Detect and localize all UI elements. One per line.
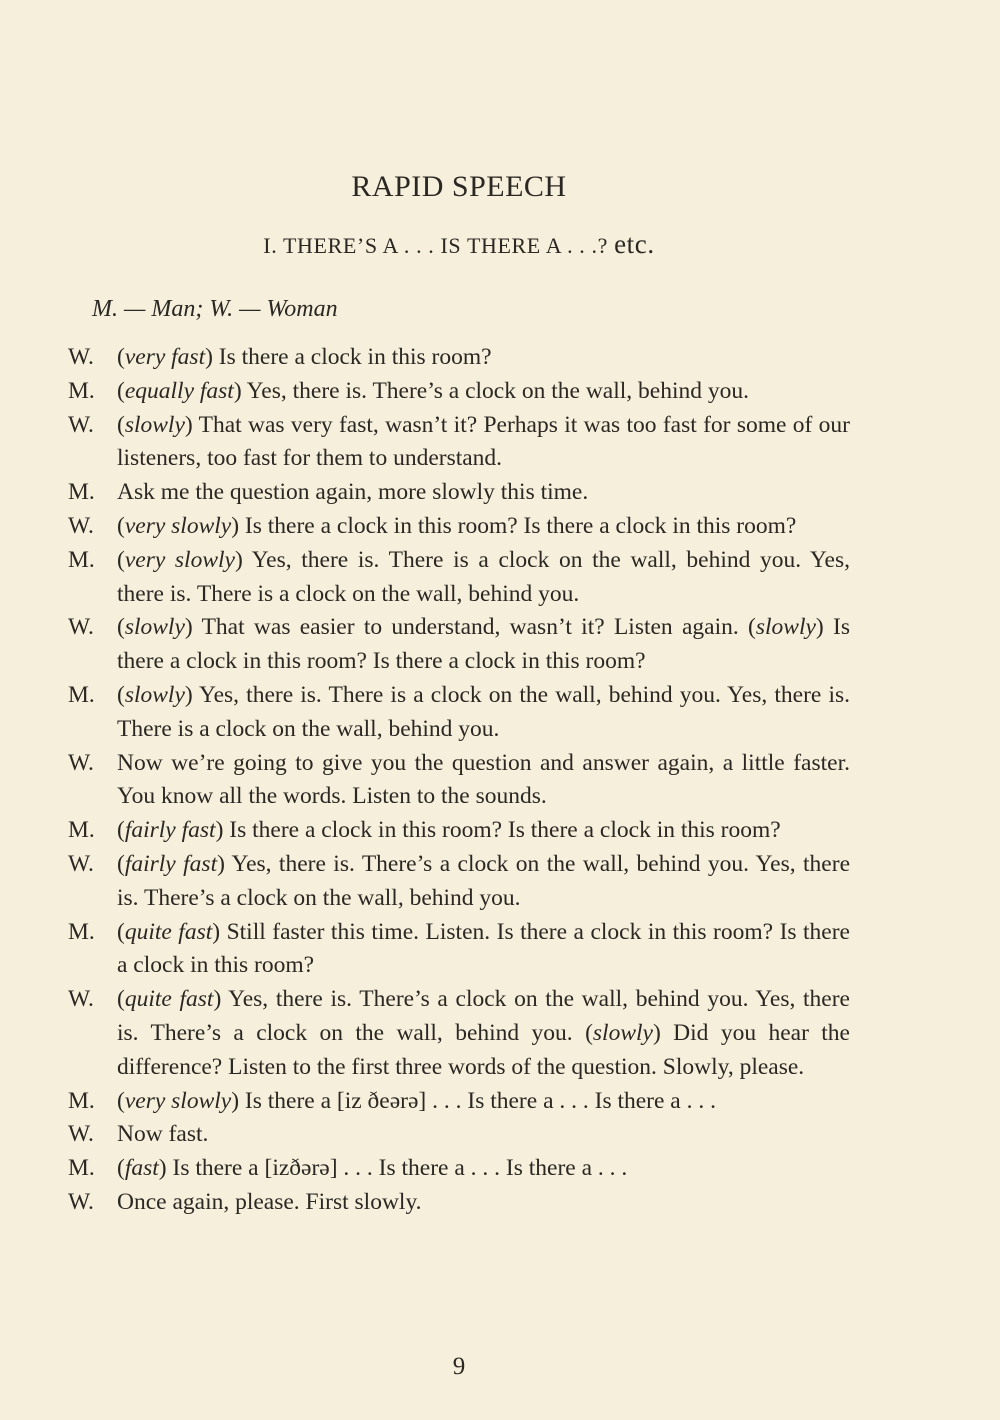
stage-direction: fast (124, 1155, 159, 1182)
stage-direction: very slowly (124, 512, 232, 539)
dialogue-line (68, 983, 850, 1084)
dialogue-text: (very fast) Is there a clock in this room? (117, 344, 492, 370)
spoken-text: That was very fast, wasn’t it? Perhaps it was too fast for some of our listeners, too fast for them to understand. (117, 411, 850, 472)
dialogue-line (68, 1186, 850, 1220)
dialogue-text: (fairly fast) Is there a clock in this room? Is there a clock in this room? (117, 817, 781, 844)
stage-direction: equally fast (124, 377, 234, 404)
dialogue-text: (fairly fast) Yes, there is. There’s a clock on the wall, behind you. Yes, there is. There’s a clock on the wall, behind you. (117, 850, 850, 911)
spoken-text: Is there a clock in this room? Is there a clock in this room? (117, 614, 851, 675)
spoken-text: Ask me the question again, more slowly this time. (117, 479, 589, 506)
dialogue-text (117, 1186, 850, 1220)
stage-direction: slowly (124, 411, 185, 438)
spoken-text: Now we’re going to give you the question and answer again, a little faster. You know all the words. Listen to the sounds. (117, 749, 850, 810)
dialogue-line (68, 544, 850, 612)
spoken-text: Yes, there is. There is a clock on the wall, behind you. Yes, there is. There is a clock on the wall, behind you. (117, 546, 850, 607)
spoken-text: Is there a [izðərə] . . . Is there a . . . Is there a . . . (166, 1155, 628, 1182)
speaker-label: W. (68, 1188, 94, 1215)
dialogue-text: (very slowly) Is there a [iz ðeərə] . . . Is there a . . . Is there a . . . (117, 1087, 716, 1114)
spoken-text: Is there a clock in this room? Is there a clock in this room? (239, 512, 797, 539)
page-title: RAPID SPEECH (351, 170, 567, 203)
speaker-label: M. (68, 479, 95, 506)
speaker-label: M. (68, 681, 95, 708)
stage-direction: slowly (755, 614, 816, 641)
spoken-text: Yes, there is. There’s a clock on the wall, behind you. Yes, there is. There’s a clock on the wall, behind you. (117, 986, 850, 1046)
stage-direction: fairly fast (124, 850, 218, 877)
dialogue-line (68, 1152, 850, 1186)
page-number: 9 (452, 1353, 466, 1380)
dialogue-line (68, 409, 850, 477)
speaker-label: W. (68, 512, 94, 539)
dialogue (68, 341, 850, 1220)
speaker-label: M. (68, 546, 95, 573)
dialogue-line (68, 848, 850, 916)
dialogue-text (117, 476, 850, 510)
spoken-text: Is there a clock in this room? Is there a clock in this room? (223, 817, 781, 844)
speaker-label: W. (68, 614, 94, 641)
stage-direction: very slowly (124, 1087, 232, 1114)
dialogue-text: (quite fast) Still faster this time. Listen. Is there a clock in this room? Is there a clock in this room? (117, 918, 850, 979)
stage-direction: slowly (592, 1019, 653, 1046)
spoken-text: Yes, there is. There’s a clock on the wall, behind you. Yes, there is. There’s a clock on the wall, behind you. (117, 850, 850, 911)
speaker-label: W. (68, 1121, 94, 1148)
subtitle-main: I. THERE’S A . . . IS THERE A . . .? (263, 233, 608, 258)
dialogue-text: (quite fast) Yes, there is. There’s a clock on the wall, behind you. Yes, there is. There’s a clock on the wall, behind you. (slowly) Did you hear the difference? Listen to the first three words of the question. Slowly, please. (117, 986, 850, 1080)
dialogue-text: (fast) Is there a [izðərə] . . . Is there a . . . Is there a . . . (117, 1155, 628, 1182)
stage-direction: fairly fast (124, 817, 216, 844)
spoken-text: Once again, please. First slowly. (117, 1188, 422, 1215)
spoken-text: Did you hear the difference? Listen to the first three words of the question. Slowly, please. (117, 1019, 850, 1080)
speaker-legend: M. — Man; W. — Woman (92, 296, 338, 322)
speaker-label: M. (68, 377, 95, 404)
dialogue-line (68, 375, 850, 409)
stage-direction: very slowly (124, 546, 235, 573)
speaker-label: M. (68, 918, 95, 945)
dialogue-line (68, 679, 850, 747)
stage-direction: very fast (124, 344, 206, 370)
speaker-label: M. (68, 1155, 95, 1182)
speaker-label: W. (68, 986, 94, 1013)
stage-direction: slowly (124, 614, 185, 641)
spoken-text: Yes, there is. There’s a clock on the wall, behind you. (241, 377, 749, 404)
dialogue-text: (very slowly) Is there a clock in this room? Is there a clock in this room? (117, 512, 797, 539)
dialogue-line (68, 476, 850, 510)
dialogue-text: (slowly) That was easier to understand, wasn’t it? Listen again. (slowly) Is there a clock in this room? Is there a clock in this room? (117, 614, 851, 675)
dialogue-text (117, 1118, 850, 1152)
spoken-text: That was easier to understand, wasn’t it? Listen again. (192, 614, 739, 641)
spoken-text: Is there a [iz ðeərə] . . . Is there a . . . Is there a . . . (239, 1087, 716, 1114)
spoken-text: Is there a clock in this room? (212, 344, 492, 370)
speaker-label: M. (68, 817, 95, 844)
speaker-label: W. (68, 344, 94, 370)
section-subtitle (0, 229, 918, 260)
stage-direction: quite fast (124, 918, 213, 945)
speaker-label: W. (68, 749, 94, 776)
dialogue-line (68, 1118, 850, 1152)
stage-direction: quite fast (124, 986, 214, 1013)
spoken-text: Yes, there is. There is a clock on the wall, behind you. Yes, there is. There is a clock on the wall, behind you. (117, 681, 850, 742)
stage-direction: slowly (124, 681, 185, 708)
dialogue-line (68, 341, 850, 375)
dialogue-text (117, 747, 850, 815)
dialogue-line (68, 747, 850, 815)
dialogue-text: (very slowly) Yes, there is. There is a clock on the wall, behind you. Yes, there is. There is a clock on the wall, behind you. (117, 546, 850, 607)
dialogue-text: (slowly) That was very fast, wasn’t it? Perhaps it was too fast for some of our listeners, too fast for them to understand. (117, 411, 850, 472)
dialogue-line (68, 611, 850, 679)
dialogue-text: (equally fast) Yes, there is. There’s a clock on the wall, behind you. (117, 377, 749, 404)
dialogue-line (68, 1085, 850, 1119)
dialogue-text: (slowly) Yes, there is. There is a clock on the wall, behind you. Yes, there is. There is a clock on the wall, behind you. (117, 681, 850, 742)
spoken-text: Still faster this time. Listen. Is there a clock in this room? Is there a clock in this room? (117, 918, 850, 979)
spoken-text: Now fast. (117, 1121, 209, 1148)
speaker-label: M. (68, 1087, 95, 1114)
speaker-label: W. (68, 850, 94, 877)
speaker-label: W. (68, 411, 94, 438)
dialogue-line (68, 814, 850, 848)
dialogue-line (68, 510, 850, 544)
subtitle-etc: etc. (614, 229, 655, 259)
dialogue-line (68, 916, 850, 984)
